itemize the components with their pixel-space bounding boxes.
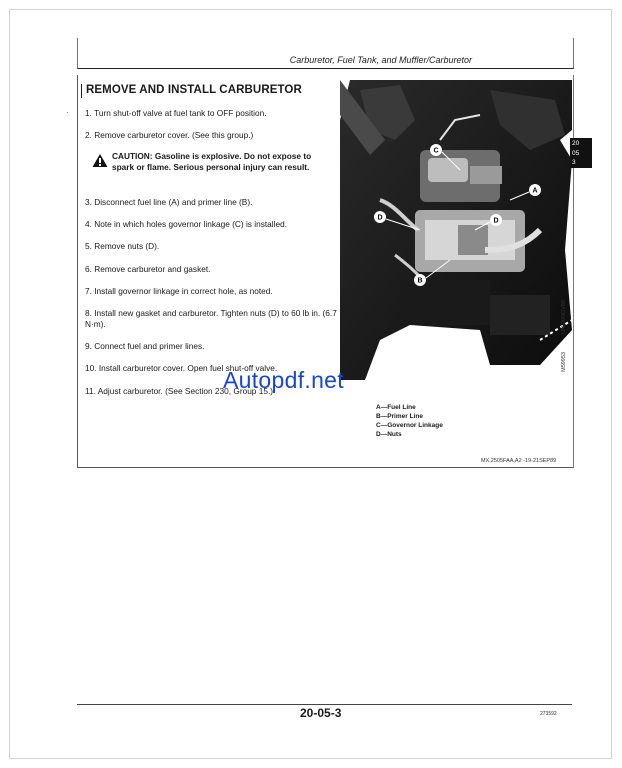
carburetor-photo bbox=[340, 80, 572, 398]
section-title: REMOVE AND INSTALL CARBURETOR bbox=[86, 84, 302, 96]
title-marker bbox=[81, 84, 82, 98]
footer-rule bbox=[77, 704, 572, 705]
callout-b: B bbox=[417, 277, 423, 285]
document-reference: MX,2505FAA,A2 -19-21SEP89 bbox=[481, 458, 557, 464]
step-8: 8. Install new gasket and carburetor. Tighten nuts (D) to 60 lb in. (6.7 N·m). bbox=[85, 308, 337, 329]
legend-governor-linkage: C—Governor Linkage bbox=[376, 422, 443, 429]
margin-mark: · bbox=[66, 108, 69, 117]
callout-d-left: D bbox=[377, 214, 383, 222]
step-2: 2. Remove carburetor cover. (See this group.) bbox=[85, 130, 254, 140]
step-1: 1. Turn shut-off valve at fuel tank to OFF position. bbox=[85, 108, 267, 118]
footer-code: 273592 bbox=[540, 711, 557, 717]
warning-triangle-icon bbox=[92, 153, 108, 173]
figure-code-date: -UN-20NOV89 bbox=[561, 300, 567, 336]
step-11: 11. Adjust carburetor. (See Section 230, Group 15.) bbox=[85, 386, 274, 396]
section-tab-line-1: 20 bbox=[572, 140, 580, 147]
section-tab-line-3: 3 bbox=[572, 159, 576, 166]
callout-a: A bbox=[532, 187, 538, 195]
section-tab bbox=[570, 138, 592, 168]
callout-d-right: D bbox=[493, 217, 499, 225]
watermark: Autopdf.net bbox=[223, 367, 344, 393]
legend-nuts: D—Nuts bbox=[376, 431, 402, 438]
step-5: 5. Remove nuts (D). bbox=[85, 241, 160, 251]
figure-code-id: M59953 bbox=[561, 352, 567, 372]
step-4: 4. Note in which holes governor linkage (C) is installed. bbox=[85, 219, 287, 229]
page-number: 20-05-3 bbox=[300, 706, 342, 720]
caution-text: CAUTION: Gasoline is explosive. Do not expose to spark or flame. Serious personal injury can result. bbox=[112, 151, 312, 172]
step-10: 10. Install carburetor cover. Open fuel shut-off valve. bbox=[85, 363, 278, 373]
step-6: 6. Remove carburetor and gasket. bbox=[85, 264, 211, 274]
step-7: 7. Install governor linkage in correct hole, as noted. bbox=[85, 286, 273, 296]
legend-primer-line: B—Primer Line bbox=[376, 413, 423, 420]
section-tab-line-2: 05 bbox=[572, 149, 580, 157]
callout-c: C bbox=[433, 147, 439, 155]
page-header-title: Carburetor, Fuel Tank, and Muffler/Carburetor bbox=[289, 55, 472, 65]
step-9: 9. Connect fuel and primer lines. bbox=[85, 341, 205, 351]
legend-fuel-line: A—Fuel Line bbox=[376, 404, 416, 411]
step-3: 3. Disconnect fuel line (A) and primer line (B). bbox=[85, 197, 253, 207]
